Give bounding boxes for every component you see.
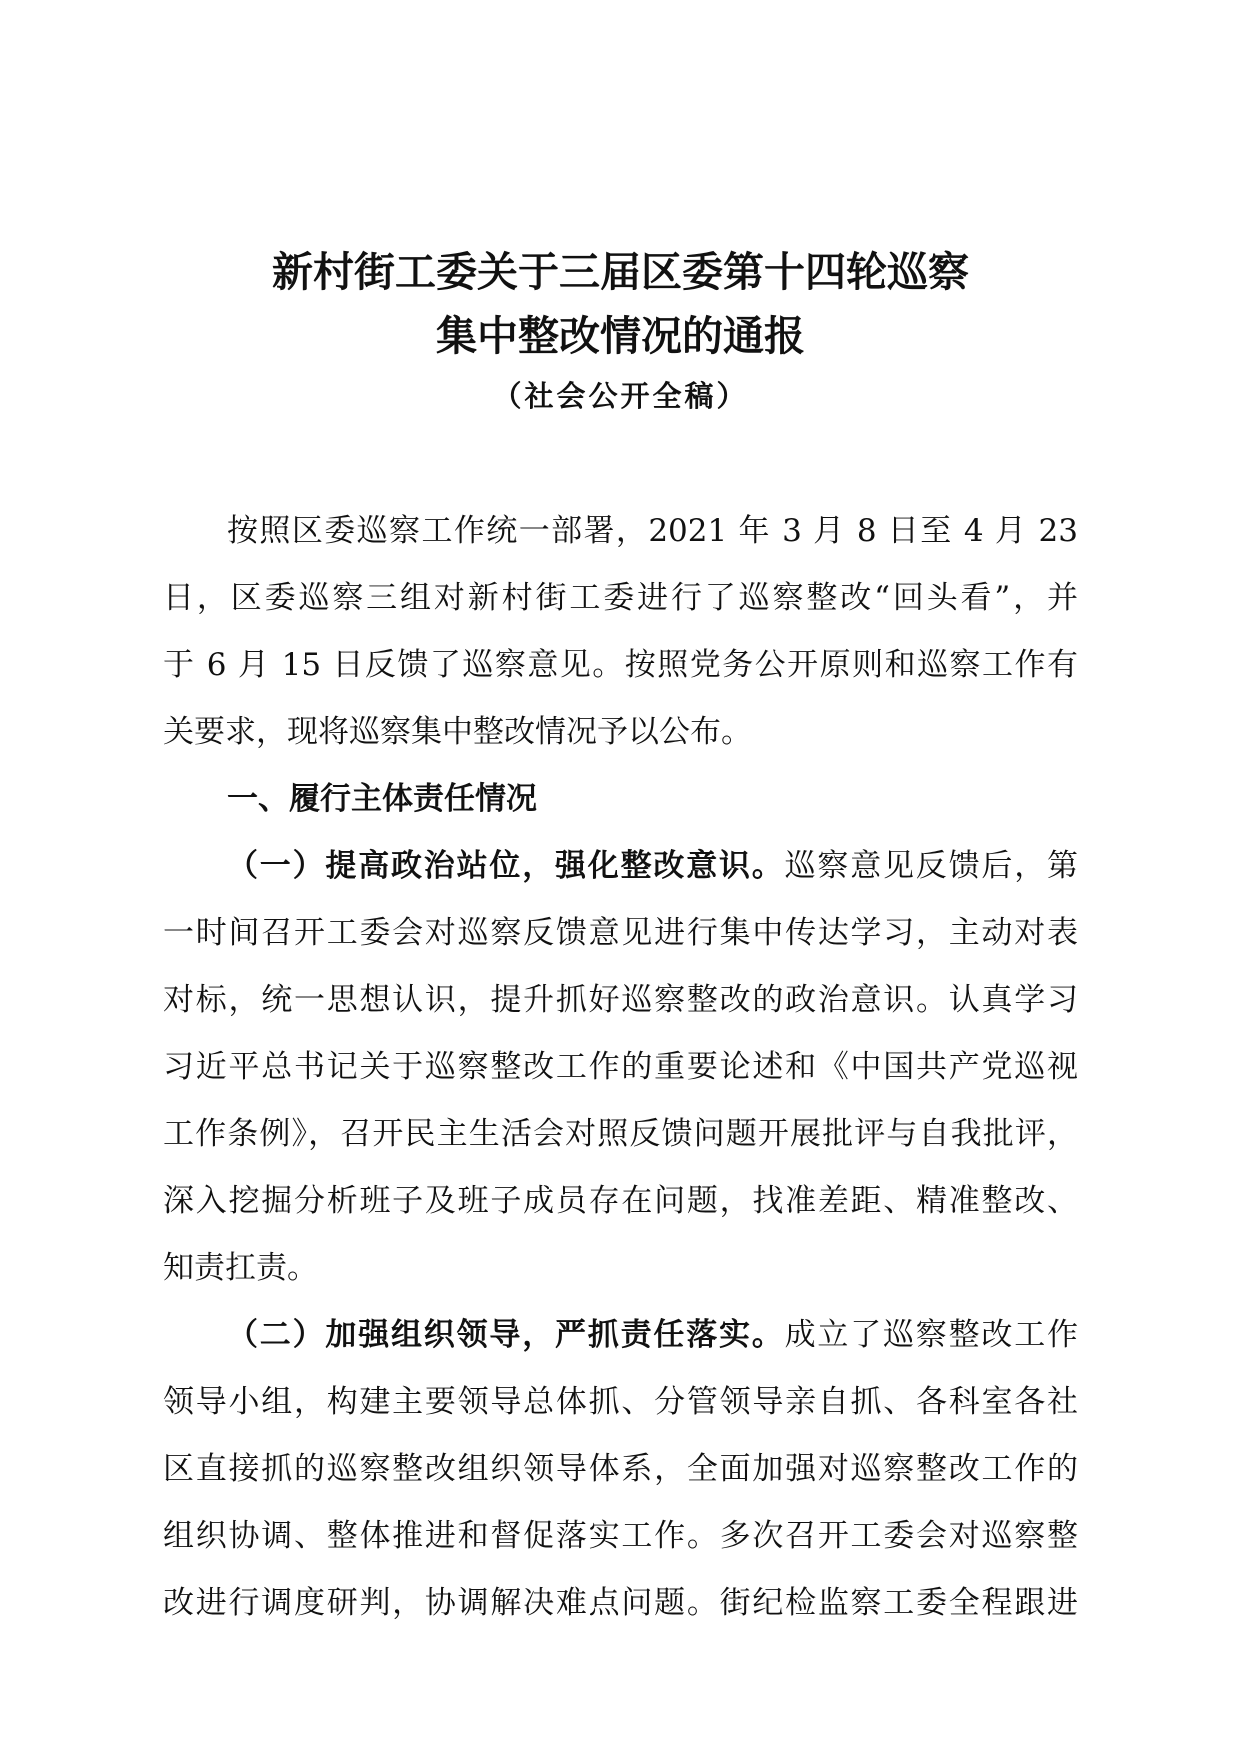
item-1-lead: （一）提高政治站位，强化整改意识。 xyxy=(227,848,785,884)
paragraph-1-line: 按照区委巡察工作统一部署，2021 年 3 月 8 日至 4 月 23 xyxy=(227,513,1078,549)
paragraph-1-line: 关要求，现将巡察集中整改情况予以公布。 xyxy=(163,714,752,750)
item-2-first-line xyxy=(163,1309,1078,1376)
item-2-line: 组织协调、整体推进和督促落实工作。多次召开工委会对巡察整 xyxy=(163,1518,1078,1554)
item-2-line: 领导小组，构建主要领导总体抓、分管领导亲自抓、各科室各社 xyxy=(163,1384,1078,1420)
item-1-line: 深入挖掘分析班子及班子成员存在问题，找准差距、精准整改、 xyxy=(163,1183,1078,1219)
document-title xyxy=(0,240,1241,368)
document-body xyxy=(163,505,1078,1644)
title-line-1: 新村街工委关于三届区委第十四轮巡察 xyxy=(272,248,969,296)
title-line-2: 集中整改情况的通报 xyxy=(436,312,805,360)
item-1-line: 工作条例》，召开民主生活会对照反馈问题开展批评与自我批评， xyxy=(163,1116,1078,1152)
item-2-line: 区直接抓的巡察整改组织领导体系，全面加强对巡察整改工作的 xyxy=(163,1451,1078,1487)
item-1-line: 一时间召开工委会对巡察反馈意见进行集中传达学习，主动对表 xyxy=(163,915,1078,951)
section-1-heading: 一、履行主体责任情况 xyxy=(227,781,537,817)
item-1-line: 知责扛责。 xyxy=(163,1250,318,1286)
item-1-line: 习近平总书记关于巡察整改工作的重要论述和《中国共产党巡视 xyxy=(163,1049,1078,1085)
paragraph-1-line: 日，区委巡察三组对新村街工委进行了巡察整改“回头看”，并 xyxy=(163,580,1078,616)
item-2-line: 改进行调度研判，协调解决难点问题。街纪检监察工委全程跟进 xyxy=(163,1585,1078,1621)
item-2-lead: （二）加强组织领导，严抓责任落实。 xyxy=(227,1317,785,1353)
document-subtitle: （社会公开全稿） xyxy=(492,379,749,413)
paragraph-1-line: 于 6 月 15 日反馈了巡察意见。按照党务公开原则和巡察工作有 xyxy=(163,647,1078,683)
item-1-line: 对标，统一思想认识，提升抓好巡察整改的政治意识。认真学习 xyxy=(163,982,1078,1018)
item-2-text: 成立了巡察整改工作 xyxy=(784,1317,1079,1353)
item-1-text: 巡察意见反馈后，第 xyxy=(784,848,1079,884)
item-1-first-line xyxy=(163,840,1078,907)
